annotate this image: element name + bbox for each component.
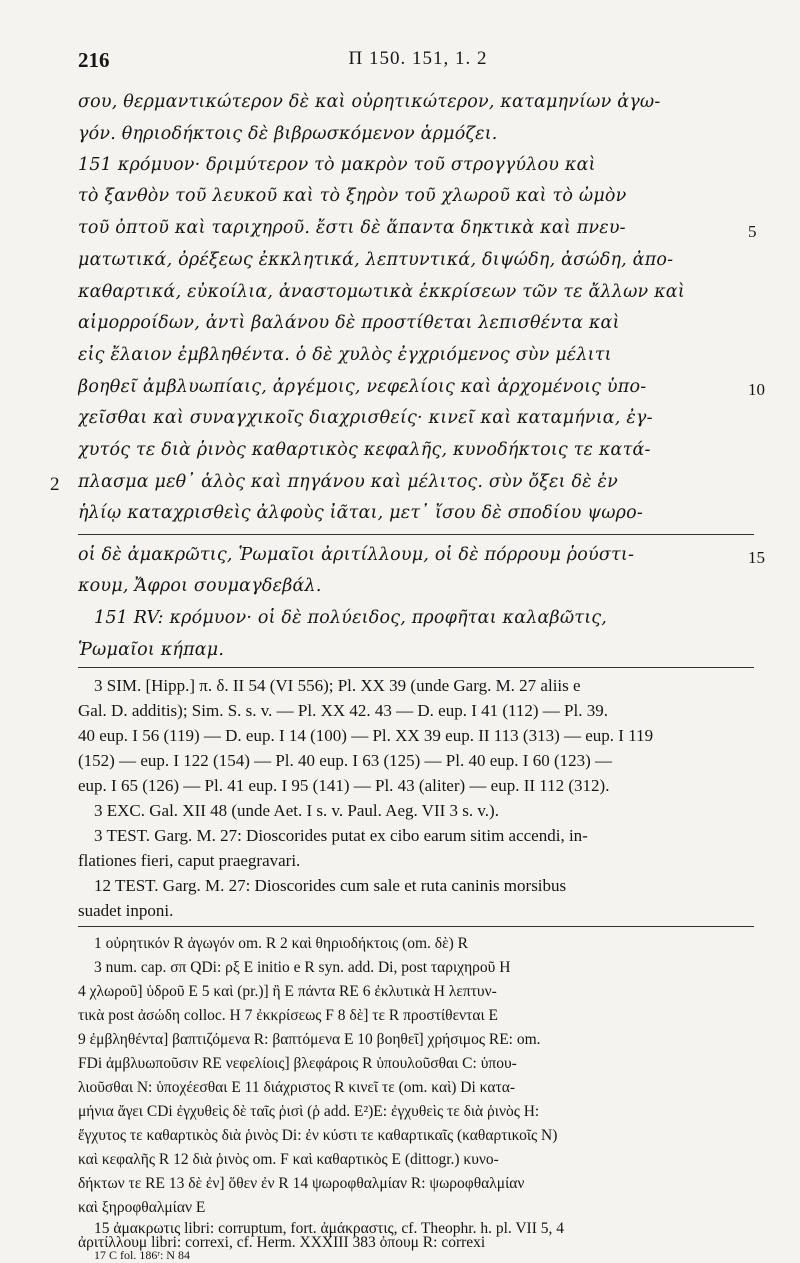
- rv-line: οἱ δὲ ἀμακρῶτις, Ῥωμαῖοι ἀριτίλλουμ, οἱ δὲ πόρρουμ ῥούστι-: [78, 545, 635, 565]
- note-line: 12 TEST. Garg. M. 27: Dioscorides cum sale et ruta caninis morsibus: [94, 876, 567, 895]
- text-line: σου, θερμαντικώτερον δὲ καὶ οὐρητικώτερον, καταμηνίων ἀγω-: [78, 92, 661, 112]
- rv-line: 151 RV: κρόμυον· οἱ δὲ πολύειδος, προφῆται καλαβῶτις,: [94, 608, 608, 628]
- text-line: ἡλίῳ καταχρισθεὶς ἀλφοὺς ἰᾶται, μετ᾿ ἴσου δὲ σποδίου ψωρο-: [78, 503, 644, 523]
- apparatus-line: δήκτων τε RE 13 δὲ ἐν] ὅθεν ἐν R 14 ψωροφθαλμίαν R: ψωροφθαλμίαν: [78, 1175, 525, 1192]
- section-rule: [78, 534, 754, 535]
- text-line: γόν. θηριοδήκτοις δὲ βιβρωσκόμενον ἁρμόζει.: [78, 124, 498, 144]
- text-line: τὸ ξανθὸν τοῦ λευκοῦ καὶ τὸ ξηρὸν τοῦ χλωροῦ καὶ τὸ ὠμὸν: [78, 186, 627, 206]
- text-line: αἱμορροίδων, ἀντὶ βαλάνου δὲ προστίθεται λεπισθέντα καὶ: [78, 313, 620, 333]
- apparatus-line: 1 οὐρητικόν R ἀγωγόν om. R 2 καὶ θηριοδήκτοις (om. δὲ) R: [94, 935, 468, 952]
- apparatus-line: 9 ἐμβληθέντα] βαπτιζόμενα R: βαπτόμενα E 10 βοηθεῖ] χρήσιμος RE: om.: [78, 1031, 541, 1048]
- note-line: flationes fieri, caput praegravari.: [78, 851, 301, 870]
- line-number: 10: [748, 380, 765, 399]
- note-line: 3 SIM. [Hipp.] π. δ. II 54 (VI 556); Pl. XX 39 (unde Garg. M. 27 aliis e: [94, 676, 581, 695]
- line-number: 15: [748, 548, 765, 567]
- apparatus-line: 4 χλωροῦ] ὑδροῦ E 5 καὶ (pr.)] ἢ E πάντα RE 6 ἐκλυτικὰ H λεπτυν-: [78, 983, 497, 1000]
- note-line: eup. I 65 (126) — Pl. 41 eup. I 95 (141) — Pl. 43 (aliter) — eup. II 112 (312).: [78, 776, 610, 795]
- text-line: εἰς ἔλαιον ἐμβληθέντα. ὁ δὲ χυλὸς ἐγχριόμενος σὺν μέλιτι: [78, 345, 612, 365]
- text-line: 151 κρόμυον· δριμύτερον τὸ μακρὸν τοῦ στρογγύλου καὶ: [78, 155, 596, 175]
- text-line: πλασμα μεθ᾿ ἁλὸς καὶ πηγάνου καὶ μέλιτος. σὺν ὄξει δὲ ἐν: [78, 472, 618, 492]
- text-line: ματωτικά, ὀρέξεως ἐκκλητικά, λεπτυντικά, διψώδη, ἀσώδη, ἀπο-: [78, 250, 674, 270]
- section-rule: [78, 667, 754, 668]
- apparatus-line: καὶ κεφαλῆς R 12 διὰ ῥινὸς om. F καὶ καθαρτικὸς E (dittogr.) κυνο-: [78, 1151, 499, 1168]
- text-line: τοῦ ὀπτοῦ καὶ ταριχηροῦ. ἔστι δὲ ἅπαντα δηκτικὰ καὶ πνευ-: [78, 218, 626, 238]
- note-line: (152) — eup. I 122 (154) — Pl. 40 eup. I 63 (125) — Pl. 40 eup. I 60 (123) —: [78, 751, 613, 770]
- text-line: βοηθεῖ ἀμβλυωπίαις, ἀργέμοις, νεφελίοις καὶ ἀρχομένοις ὑπο-: [78, 377, 647, 397]
- apparatus-line: 17 C fol. 186ʳ: N 84: [94, 1248, 190, 1262]
- text-line: χεῖσθαι καὶ συναγχικοῖς διαχρισθείς· κινεῖ καὶ καταμήνια, ἐγ-: [78, 408, 653, 428]
- text-line: χυτός τε διὰ ῥινὸς καθαρτικὸς κεφαλῆς, κυνοδήκτοις τε κατά-: [78, 440, 651, 460]
- apparatus-line: 3 num. cap. σπ QDi: ρξ E initio e R syn. add. Di, post ταριχηροῦ H: [94, 959, 511, 976]
- apparatus-line: ἀριτίλλουμ libri: correxi, cf. Herm. XXXIII 383 ὀπουμ R: correxi: [78, 1234, 486, 1251]
- running-head: Π 150. 151, 1. 2: [348, 48, 488, 69]
- line-number: 2: [50, 474, 60, 495]
- line-number: 5: [748, 222, 757, 241]
- text-line: καθαρτικά, εὐκοίλια, ἀναστομωτικὰ ἐκκρίσεων τῶν τε ἄλλων καὶ: [78, 282, 685, 302]
- note-line: 40 eup. I 56 (119) — D. eup. I 14 (100) — Pl. XX 39 eup. II 113 (313) — eup. I 119: [78, 726, 654, 745]
- note-line: 3 EXC. Gal. XII 48 (unde Aet. I s. v. Paul. Aeg. VII 3 s. v.).: [94, 801, 499, 820]
- section-rule: [78, 926, 754, 927]
- apparatus-line: τικὰ post ἀσώδη colloc. H 7 ἐκκρίσεως F 8 δὲ] τε R προστίθενται E: [78, 1007, 498, 1024]
- apparatus-line: λιοῦσθαι N: ὑποχέεσθαι E 11 διάχριστος R κινεῖ τε (om. καὶ) Di κατα-: [78, 1079, 515, 1096]
- page-header: [78, 48, 758, 74]
- apparatus-line: ἔγχυτος τε καθαρτικὸς διὰ ῥινὸς Di: ἐν κύστι τε καθαρτικαῖς (καθαρτικοῖς N): [78, 1127, 558, 1144]
- rv-line: Ῥωμαῖοι κήπαμ.: [78, 640, 225, 660]
- note-line: 3 TEST. Garg. M. 27: Dioscorides putat ex cibo earum sitim accendi, in-: [94, 826, 588, 845]
- apparatus-line: 15 ἀμακρωτις libri: corruptum, fort. ἀμάκραστις, cf. Theophr. h. pl. VII 5, 4: [94, 1220, 564, 1237]
- apparatus-line: καὶ ξηροφθαλμίαν E: [78, 1199, 206, 1216]
- apparatus-line: FDi ἀμβλυωποῦσιν RE νεφελίοις] βλεφάροις R ὑπουλοῦσθαι C: ὑπου-: [78, 1055, 517, 1072]
- apparatus-line: μήνια ἄγει CDi ἐγχυθεὶς δὲ ταῖς ῥισὶ (ῥ add. E²)E: ἐγχυθεὶς τε διὰ ῥινὸς H:: [78, 1103, 540, 1120]
- rv-line: κουμ, Ἄφροι σουμαγδεβάλ.: [78, 576, 322, 596]
- note-line: suadet inponi.: [78, 901, 174, 920]
- note-line: Gal. D. additis); Sim. S. s. v. — Pl. XX 42. 43 — D. eup. I 41 (112) — Pl. 39.: [78, 701, 608, 720]
- page-number: 216: [78, 48, 110, 72]
